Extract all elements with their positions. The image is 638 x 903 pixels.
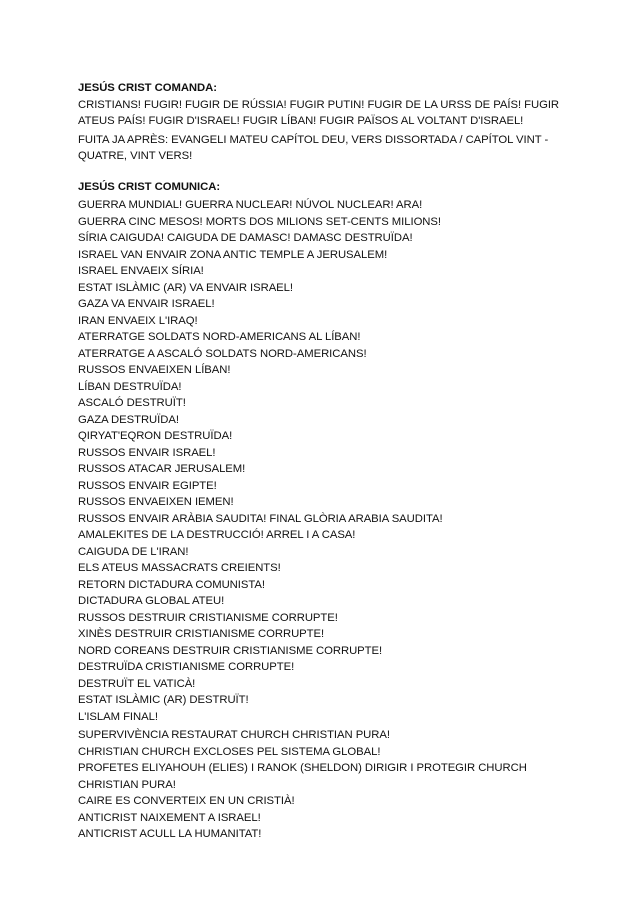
text-line: XINÈS DESTRUIR CRISTIANISME CORRUPTE! xyxy=(78,628,325,640)
text-line: ISRAEL ENVAEIX SÍRIA! xyxy=(78,265,204,277)
text-line: SÍRIA CAIGUDA! CAIGUDA DE DAMASC! DAMASC DESTRUÏDA! xyxy=(78,232,413,244)
text-line: RUSSOS ENVAIR ISRAEL! xyxy=(78,446,216,459)
text-line: ATERRATGE A ASCALÓ SOLDATS NORD-AMERICANS! xyxy=(78,347,367,360)
text-line: QUATRE, VINT VERS! xyxy=(78,150,193,162)
text-line: IRAN ENVAEIX L'IRAQ! xyxy=(78,314,198,327)
section2-heading: JESÚS CRIST COMUNICA: xyxy=(78,180,221,193)
document-page xyxy=(78,80,578,843)
text-line: RUSSOS ENVAEIXEN IEMEN! xyxy=(78,496,234,508)
text-line: ATEUS PAÍS! FUGIR D'ISRAEL! FUGIR LÍBAN! FUGIR PAÏSOS AL VOLTANT D'ISRAEL! xyxy=(78,115,524,127)
text-line: RETORN DICTADURA COMUNISTA! xyxy=(78,578,265,591)
text-line: ESTAT ISLÀMIC (AR) VA ENVAIR ISRAEL! xyxy=(78,281,293,294)
text-line: ASCALÓ DESTRUÏT! xyxy=(78,397,186,409)
text-line: DESTRUÏT EL VATICÀ! xyxy=(78,677,196,690)
text-line: L'ISLAM FINAL! xyxy=(78,710,158,723)
text-line: RUSSOS ENVAIR EGIPTE! xyxy=(78,479,217,492)
section1-heading: JESÚS CRIST COMANDA: xyxy=(78,82,217,94)
text-line: DESTRUÏDA CRISTIANISME CORRUPTE! xyxy=(78,661,295,673)
text-line: FUITA JA APRÈS: EVANGELI MATEU CAPÍTOL DEU, VERS DISSORTADA / CAPÍTOL VINT - xyxy=(78,133,549,146)
text-line: CHRISTIAN PURA! xyxy=(78,778,176,791)
text-line: PROFETES ELIYAHOUH (ELIES) I RANOK (SHELDON) DIRIGIR I PROTEGIR CHURCH xyxy=(78,762,527,774)
text-line: GUERRA CINC MESOS! MORTS DOS MILIONS SET-CENTS MILIONS! xyxy=(78,215,441,228)
section1-paragraph-1 xyxy=(78,97,578,130)
text-line: ELS ATEUS MASSACRATS CREIENTS! xyxy=(78,562,281,574)
text-line: DICTADURA GLOBAL ATEU! xyxy=(78,595,225,607)
text-line: LÍBAN DESTRUÏDA! xyxy=(78,380,182,393)
text-line: RUSSOS ENVAIR ARÀBIA SAUDITA! FINAL GLÒRIA ARABIA SAUDITA! xyxy=(78,512,443,525)
text-line: CRISTIANS! FUGIR! FUGIR DE RÚSSIA! FUGIR PUTIN! FUGIR DE LA URSS DE PAÍS! FUGIR xyxy=(78,98,560,111)
text-line: CAIRE ES CONVERTEIX EN UN CRISTIÀ! xyxy=(78,795,295,807)
text-line: ISRAEL VAN ENVAIR ZONA ANTIC TEMPLE A JERUSALEM! xyxy=(78,248,388,261)
text-line: QIRYAT'EQRON DESTRUÏDA! xyxy=(78,430,233,442)
text-line: RUSSOS DESTRUIR CRISTIANISME CORRUPTE! xyxy=(78,611,338,624)
text-line: GUERRA MUNDIAL! GUERRA NUCLEAR! NÚVOL NUCLEAR! ARA! xyxy=(78,199,423,211)
text-line: RUSSOS ENVAEIXEN LÍBAN! xyxy=(78,364,231,376)
text-line: CHRISTIAN CHURCH EXCLOSES PEL SISTEMA GLOBAL! xyxy=(78,745,381,758)
text-line: GAZA DESTRUÏDA! xyxy=(78,413,179,426)
text-line: ANTICRIST ACULL LA HUMANITAT! xyxy=(78,828,262,840)
text-line: RUSSOS ATACAR JERUSALEM! xyxy=(78,463,246,475)
section1-paragraph-2 xyxy=(78,132,578,165)
text-line: NORD COREANS DESTRUIR CRISTIANISME CORRUPTE! xyxy=(78,644,383,657)
text-line: ESTAT ISLÀMIC (AR) DESTRUÏT! xyxy=(78,694,249,706)
section2-paragraph-1 xyxy=(78,197,578,725)
text-line: CAIGUDA DE L'IRAN! xyxy=(78,545,189,558)
text-line: GAZA VA ENVAIR ISRAEL! xyxy=(78,298,215,310)
text-line: SUPERVIVÈNCIA RESTAURAT CHURCH CHRISTIAN PURA! xyxy=(78,729,390,741)
text-line: ANTICRIST NAIXEMENT A ISRAEL! xyxy=(78,811,261,824)
section2-paragraph-2 xyxy=(78,727,578,843)
text-line: AMALEKITES DE LA DESTRUCCIÓ! ARREL I A CASA! xyxy=(78,529,356,541)
text-line: ATERRATGE SOLDATS NORD-AMERICANS AL LÍBAN! xyxy=(78,331,361,343)
